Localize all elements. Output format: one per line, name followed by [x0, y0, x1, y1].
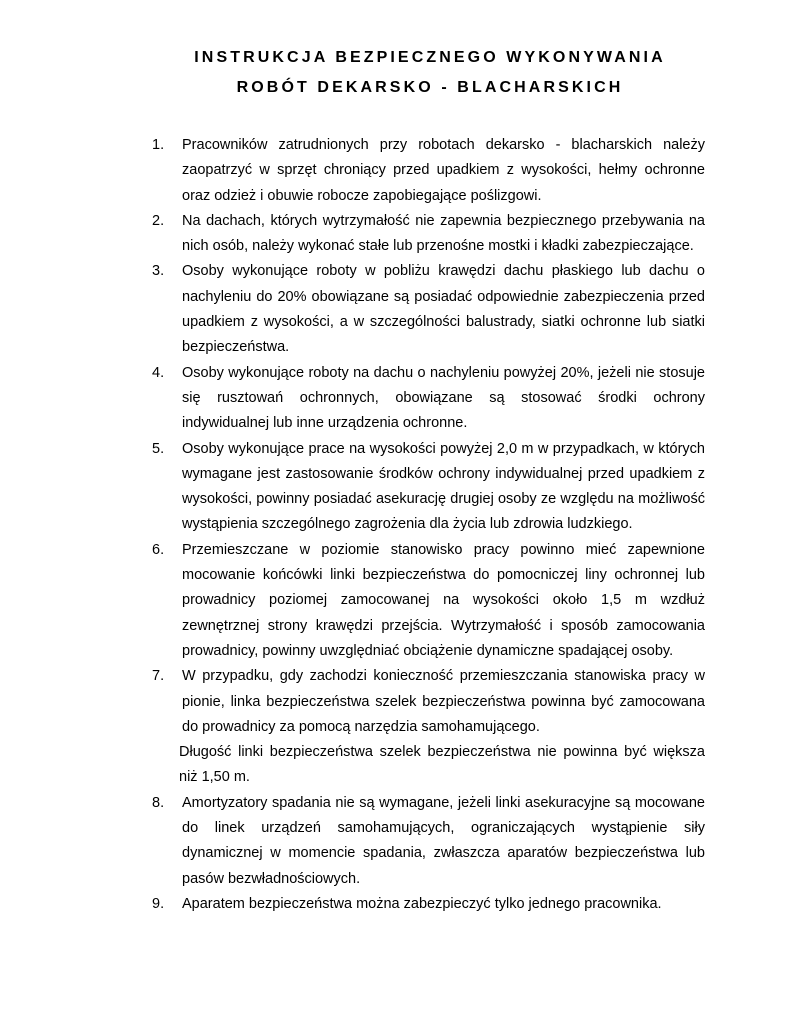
item-text: Na dachach, których wytrzymałość nie zapewnia bezpiecznego przebywania na nich osób, należy wykonać stałe lub przenośne mostki i kładki zabezpieczające.: [182, 212, 705, 255]
title-line-1: INSTRUKCJA BEZPIECZNEGO WYKONYWANIA: [194, 49, 666, 66]
list-item: [152, 133, 705, 209]
list-item: [152, 892, 705, 917]
item-text: Aparatem bezpieczeństwa można zabezpieczyć tylko jednego pracownika.: [182, 895, 662, 912]
item-7-note: Długość linki bezpieczeństwa szelek bezpieczeństwa nie powinna być większa niż 1,50 m.: [179, 744, 705, 786]
item-text: Osoby wykonujące prace na wysokości powyżej 2,0 m w przypadkach, w których wymagane jest zastosowanie środków ochrony indywidualnej przed upadkiem z wysokości, powinny posiadać asekurację drugiej osoby ze względu na możliwość wystąpienia szczególnego zagrożenia dla życia lub zdrowia ludzkiego.: [182, 440, 705, 533]
item-number: 6.: [152, 541, 165, 558]
list-item: [152, 791, 705, 892]
item-number: 9.: [152, 895, 165, 912]
item-text: Przemieszczane w poziomie stanowisko pracy powinno mieć zapewnione mocowanie końcówki linki bezpieczeństwa do pomocniczej liny ochronnej lub prowadnicy poziomej zamocowanej na wysokości około 1,5 m wzdłuż zewnętrznej strony krawędzi przejścia. Wytrzymałość i sposób zamocowania prowadnicy, powinny uwzględniać obciążenie dynamiczne spadającej osoby.: [182, 541, 705, 659]
list-item: [152, 437, 705, 538]
list-item: [152, 664, 705, 740]
item-text: Amortyzatory spadania nie są wymagane, jeżeli linki asekuracyjne są mocowane do linek urządzeń samohamujących, ograniczających wystąpienie siły dynamicznej w momencie spadania, zwłaszcza aparatów bezpieczeństwa lub pasów bezwładnościowych.: [182, 794, 705, 887]
item-text: Osoby wykonujące roboty w pobliżu krawędzi dachu płaskiego lub dachu o nachyleniu do 20% obowiązane są posiadać odpowiednie zabezpieczenia przed upadkiem z wysokości, a w szczególności balustrady, siatki ochronne lub siatki bezpieczeństwa.: [182, 263, 705, 356]
item-text: Pracowników zatrudnionych przy robotach dekarsko - blacharskich należy zaopatrzyć w sprzęt chroniący przed upadkiem z wysokości, hełmy ochronne oraz odzież i obuwie robocze zapobiegające poślizgowi.: [182, 137, 705, 204]
item-text: W przypadku, gdy zachodzi konieczność przemieszczania stanowiska pracy w pionie, linka bezpieczeństwa szelek bezpieczeństwa powinna być zamocowana do prowadnicy za pomocą narzędzia samohamującego.: [182, 668, 705, 735]
item-text: Osoby wykonujące roboty na dachu o nachyleniu powyżej 20%, jeżeli nie stosuje się rusztowań ochronnych, obowiązane są stosować środki ochrony indywidualnej lub inne urządzenia ochronne.: [182, 364, 705, 432]
list-item: [152, 538, 705, 664]
item-number: 7.: [152, 668, 165, 685]
item-number: 5.: [152, 440, 165, 457]
list-item: [152, 259, 705, 360]
item-number: 2.: [152, 212, 165, 229]
item-number: 3.: [152, 263, 165, 280]
item-number: 1.: [152, 137, 165, 153]
item-number: 8.: [152, 794, 165, 811]
instruction-list: [152, 133, 705, 917]
list-item: [152, 209, 705, 260]
item-number: 4.: [152, 364, 165, 381]
list-item: [152, 361, 705, 437]
title-line-2: ROBÓT DEKARSKO - BLACHARSKICH: [236, 79, 624, 96]
